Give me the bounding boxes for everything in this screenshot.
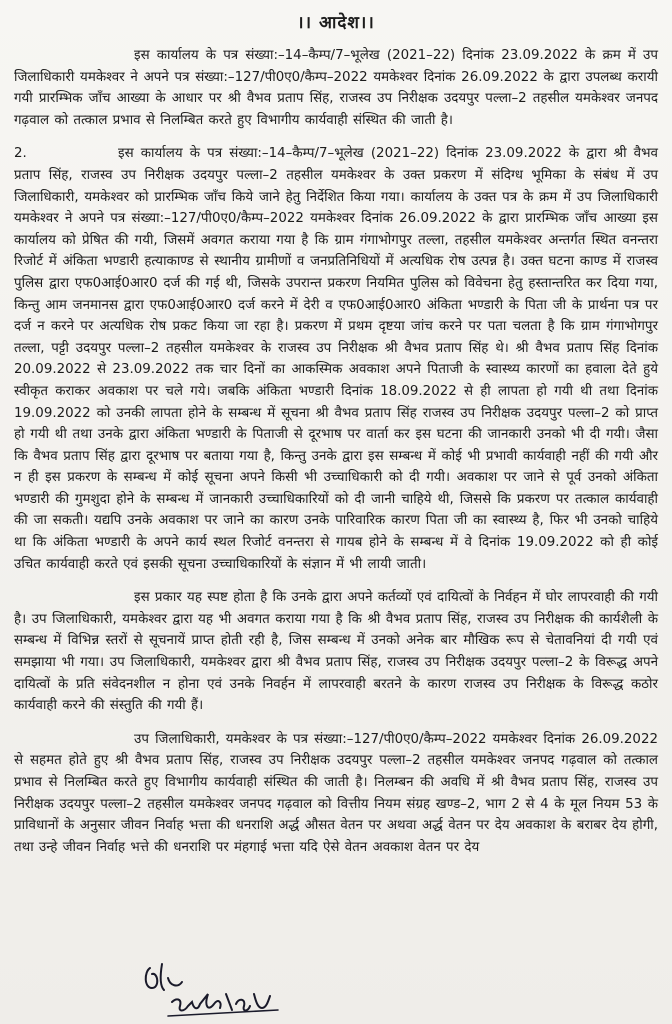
paragraph-2 [14, 143, 658, 575]
paragraph-2-text: इस कार्यालय के पत्र संख्या:–14–कैम्प/7–भूलेख (2021–22) दिनांक 23.09.2022 के द्वारा श्री वैभव प्रताप सिंह, राजस्व उप निरीक्षक उदयपुर पल्ला–2 तहसील यमकेश्वर के उक्त प्रकरण में संदिग्ध भूमिका के संबंध में उप जिलाधिकारी, यमकेश्वर को प्रारम्भिक जाँच किये जाने हेतु निर्देशित किया गया। कार्यालय के उक्त पत्र के क्रम में उप जिलाधिकारी यमकेश्वर ने अपने पत्र संख्या:–127/पी0ए0/कैम्प–2022 यमकेश्वर दिनांक 26.09.2022 के द्वारा प्रारम्भिक जाँच आख्या इस कार्यालय को प्रेषित की गयी, जिसमें अवगत कराया गया है कि ग्राम गंगाभोगपुर तल्ला, तहसील यमकेश्वर अन्तर्गत स्थित वनन्तरा रिजोर्ट में अंकिता भण्डारी हत्याकाण्ड से स्थानीय ग्रामीणों व जनप्रतिनिधियों में अत्यधिक रोष उत्पन्न है। उक्त घटना काण्ड में राजस्व पुलिस द्वारा एफ0आई0आर0 दर्ज की गई थी, जिसके उपरान्त प्रकरण नियमित पुलिस को विवेचना हेतु हस्तान्तरित कर दिया गया, किन्तु आम जनमानस द्वारा एफ0आई0आर0 दर्ज करने में देरी व एफ0आई0आर0 अंकिता भण्डारी के पिता जी के प्रार्थना पत्र पर दर्ज न करने पर अत्यधिक रोष प्रकट किया जा रहा है। प्रकरण में प्रथम दृष्टया जांच करने पर पता चलता है कि ग्राम गंगाभोगपुर तल्ला, पट्टी उदयपुर पल्ला–2 तहसील यमकेश्वर के राजस्व उप निरीक्षक श्री वैभव प्रताप सिंह थे। श्री वैभव प्रताप सिंह दिनांक 20.09.2022 से 23.09.2022 तक चार दिनों का आकस्मिक अवकाश अपने पिताजी के स्वास्थ्य कारणों का हवाला देते हुये स्वीकृत कराकर अवकाश पर चले गये। जबकि अंकिता भण्डारी दिनांक 18.09.2022 से ही लापता हो गयी थी तथा दिनांक 19.09.2022 को उनकी लापता होने के सम्बन्ध में सूचना श्री वैभव प्रताप सिंह राजस्व उप निरीक्षक उदयपुर पल्ला–2 को प्राप्त हो गयी थी तथा उनके द्वारा अंकिता भण्डारी के पिताजी से दूरभाष पर वार्ता कर इस घटना की जानकारी उनको भी दी गयी। जैसा कि वैभव प्रताप सिंह द्वारा दूरभाष पर बताया गया है, किन्तु उनके द्वारा इस सम्बन्ध में कोई भी प्रभावी कार्यवाही नहीं की गयी और न ही इस प्रकरण के सम्बन्ध में कोई सूचना अपने किसी भी उच्चाधिकारी को दी गयी। अवकाश पर जाने से पूर्व उनको अंकिता भण्डारी की गुमशुदा होने के सम्बन्ध में जानकारी उच्चाधिकारियों को दी जानी चाहिये थी, जिससे कि प्रकरण पर तत्काल कार्यवाही की जा सकती। यद्यपि उनके अवकाश पर जाने का कारण उनके पारिवारिक कारण पिता जी का स्वास्थ्य है, फिर भी उनको चाहिये था कि अंकिता भण्डारी के अपने कार्य स्थल रिजोर्ट वनन्तरा से गायब होने के सम्बन्ध में वे दिनांक 19.09.2022 को ही कोई उचित कार्यवाही करते एवं इसकी सूचना उच्चाधिकारियों के संज्ञान में भी लायी जाती। [14, 146, 658, 572]
handwritten-signature [138, 958, 288, 1020]
order-heading: ।। आदेश।। [297, 13, 375, 33]
paragraph-2-number: 2. [14, 146, 27, 162]
paragraph-3: इस प्रकार यह स्पष्ट होता है कि उनके द्वारा अपने कर्तव्यों एवं दायित्वों के निर्वहन में घोर लापरवाही की गयी है। उप जिलाधिकारी, यमकेश्वर द्वारा यह भी अवगत कराया गया है कि श्री वैभव प्रताप सिंह, राजस्व उप निरीक्षक की कार्यशैली के सम्बन्ध में विभिन्न स्तरों से सूचनायें प्राप्त होती रही है, जिस सम्बन्ध में उनको अनेक बार मौखिक रूप से चेतावनियां दी गयी एवं समझाया भी गया। उप जिलाधिकारी, यमकेश्वर द्वारा श्री वैभव प्रताप सिंह, राजस्व उप निरीक्षक उदयपुर पल्ला–2 के विरूद्ध अपने दायित्वों के प्रति संवेदनशील न होना एवं उनके निवर्हन में लापरवाही बरतने के कारण राजस्व उप निरीक्षक के विरूद्ध कठोर कार्यवाही करने की संस्तुति की गयी हैं। [14, 590, 658, 714]
paragraph-4: उप जिलाधिकारी, यमकेश्वर के पत्र संख्या:–127/पी0ए0/कैम्प–2022 यमकेश्वर दिनांक 26.09.2022 से सहमत होते हुए श्री वैभव प्रताप सिंह, राजस्व उप निरीक्षक उदयपुर पल्ला–2 तहसील यमकेश्वर जनपद गढ़वाल को तत्काल प्रभाव से निलम्बित करते हुए विभागीय कार्यवाही संस्थित की जाती है। निलम्बन की अवधि में श्री वैभव प्रताप सिंह, राजस्व उप निरीक्षक उदयपुर पल्ला–2 तहसील यमकेश्वर जनपद गढ़वाल को वित्तीय नियम संग्रह खण्ड–2, भाग 2 से 4 के मूल नियम 53 के प्राविधानों के अनुसार जीवन निर्वाह भत्ता की धनराशि अर्द्ध औसत वेतन पर अथवा अर्द्ध वेतन पर देय अवकाश के बराबर देय होगी, तथा उन्हे जीवन निर्वाह भत्ते की धनराशि पर मंहगाई भत्ता यदि ऐसे वेतन अवकाश वेतन पर देय [14, 731, 658, 855]
signature-icon [138, 958, 288, 1020]
paragraph-1: इस कार्यालय के पत्र संख्या:–14–कैम्प/7–भूलेख (2021–22) दिनांक 23.09.2022 के क्रम में उप जिलाधिकारी यमकेश्वर ने अपने पत्र संख्या:–127/पी0ए0/कैम्प–2022 यमकेश्वर दिनांक 26.09.2022 के द्वारा उपलब्ध करायी गयी प्रारम्भिक जाँच आख्या के आधार पर श्री वैभव प्रताप सिंह, राजस्व उप निरीक्षक उदयपुर पल्ला–2 तहसील यमकेश्वर जनपद गढ़वाल को तत्काल प्रभाव से निलम्बित करते हुए विभागीय कार्यवाही संस्थित की जाती है। [14, 48, 658, 128]
